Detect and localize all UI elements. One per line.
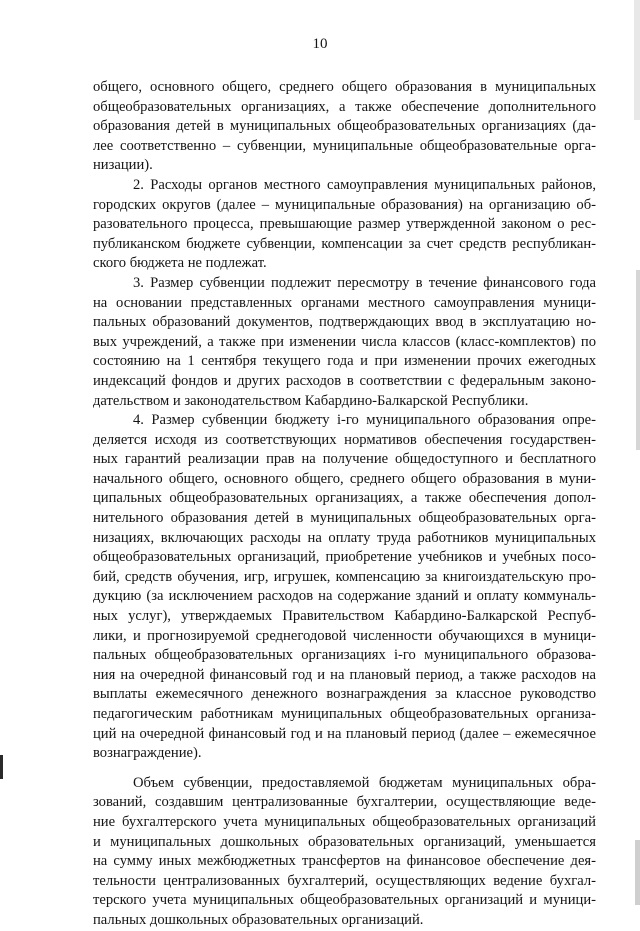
text-line: 4. Размер субвенции бюджету i-го муниципального образования опре- xyxy=(133,412,596,429)
text-line: 2. Расходы органов местного самоуправления муниципальных районов, xyxy=(133,176,596,193)
text-line: пальных дошкольных образовательных организаций. xyxy=(93,911,424,928)
text-line: на сумму иных межбюджетных трансфертов на финансовое обеспечение дея- xyxy=(93,853,596,870)
text-line: терского учета муниципальных общеобразовательных организаций и муници- xyxy=(93,892,596,909)
text-line: состоянию на 1 сентября текущего года и при изменении прочих ежегодных xyxy=(93,353,596,370)
paragraph-2 xyxy=(93,176,596,274)
text-line: Объем субвенции, предоставляемой бюджетам муниципальных обра- xyxy=(133,774,596,791)
text-line: педагогическим работникам муниципальных общеобразовательных организа- xyxy=(93,706,596,722)
text-line: дукцию (за исключением расходов на содержание зданий и оплату коммуналь- xyxy=(93,588,596,605)
text-line: нительного образования детей в муниципальных общеобразовательных орга- xyxy=(93,510,596,527)
text-line: пальных образований документов, подтверждающих ввод в эксплуатацию но- xyxy=(93,314,596,331)
text-line: индексаций фондов и других расходов в соответствии с федеральным законо- xyxy=(93,372,596,389)
text-line: общеобразовательных организациях, а также обеспечение дополнительного xyxy=(93,98,596,115)
paragraph-3 xyxy=(93,274,596,411)
text-line: вых учреждений, а также при изменении числа классов (класс-комплектов) по xyxy=(93,333,596,350)
text-line: публиканском бюджете субвенции, компенсации за счет средств республикан- xyxy=(93,235,596,252)
text-line: зований, создавшим централизованные бухгалтерии, осуществляющие веде- xyxy=(93,794,596,811)
paragraph-5 xyxy=(93,774,596,931)
paragraph-1 xyxy=(93,78,596,176)
scan-edge-mark xyxy=(636,270,640,450)
text-line: низациях, включающих расходы на оплату труда работников муниципальных xyxy=(93,529,596,546)
text-line: лики, и прогнозируемой среднегодовой численности обучающихся в муници- xyxy=(93,627,596,644)
text-line: лее соответственно – субвенции, муниципальные общеобразовательные орга- xyxy=(93,137,596,154)
scan-edge-mark xyxy=(635,840,640,905)
scan-edge-mark xyxy=(634,0,640,120)
text-line: ния на очередной финансовый год и на плановый период, а также расходов на xyxy=(93,666,596,683)
text-line: и муниципальных дошкольных образовательных организаций, уменьшается xyxy=(93,833,596,850)
text-line: образования детей в муниципальных общеобразовательных организациях (да- xyxy=(93,118,596,135)
text-line: 3. Размер субвенции подлежит пересмотру в течение финансового года xyxy=(133,274,596,291)
paragraph-gap xyxy=(93,764,596,774)
text-line: вознаграждение). xyxy=(93,745,202,762)
text-line: начального общего, основного общего, среднего общего образования в муни- xyxy=(93,470,596,487)
text-line: пальных общеобразовательных организациях i-го муниципального образова- xyxy=(93,647,596,664)
text-line: деляется исходя из соответствующих нормативов обеспечения государствен- xyxy=(93,431,596,448)
text-line: выплаты ежемесячного денежного вознаграждения за классное руководство xyxy=(93,686,596,703)
text-line: ций на очередной финансовый год и на плановый период (далее – ежемесячное xyxy=(93,725,596,742)
text-line: ных гарантий реализации прав на получение общедоступного и бесплатного xyxy=(93,451,596,468)
paragraph-4 xyxy=(93,411,596,764)
page-number: 10 xyxy=(312,36,328,52)
text-line: общего, основного общего, среднего общего образования в муниципальных xyxy=(93,79,596,95)
text-line: ние бухгалтерского учета муниципальных общеобразовательных организаций xyxy=(93,813,596,830)
text-line: тельности централизованных бухгалтерий, осуществляющих ведение бухгал- xyxy=(93,872,596,889)
text-line: низации). xyxy=(93,157,153,174)
document-body xyxy=(93,78,596,931)
text-line: ципальных общеобразовательных организациях, а также обеспечения допол- xyxy=(93,490,596,507)
text-line: разовательного процесса, превышающие размер утвержденной законом о рес- xyxy=(93,216,596,233)
text-line: бий, средств обучения, игр, игрушек, компенсацию за книгоиздательскую про- xyxy=(93,568,596,585)
text-line: дательством и законодательством Кабардино-Балкарской Республики. xyxy=(93,392,529,409)
text-line: городских округов (далее – муниципальные образования) на организацию об- xyxy=(93,196,596,213)
scan-edge-mark xyxy=(0,755,3,779)
text-line: ского бюджета не подлежат. xyxy=(93,255,267,272)
text-line: на основании представленных органами местного самоуправления муници- xyxy=(93,294,596,311)
text-line: ных услуг), утверждаемых Правительством Кабардино-Балкарской Респуб- xyxy=(93,608,596,625)
text-line: общеобразовательных организаций, приобретение учебников и учебных посо- xyxy=(93,549,596,566)
